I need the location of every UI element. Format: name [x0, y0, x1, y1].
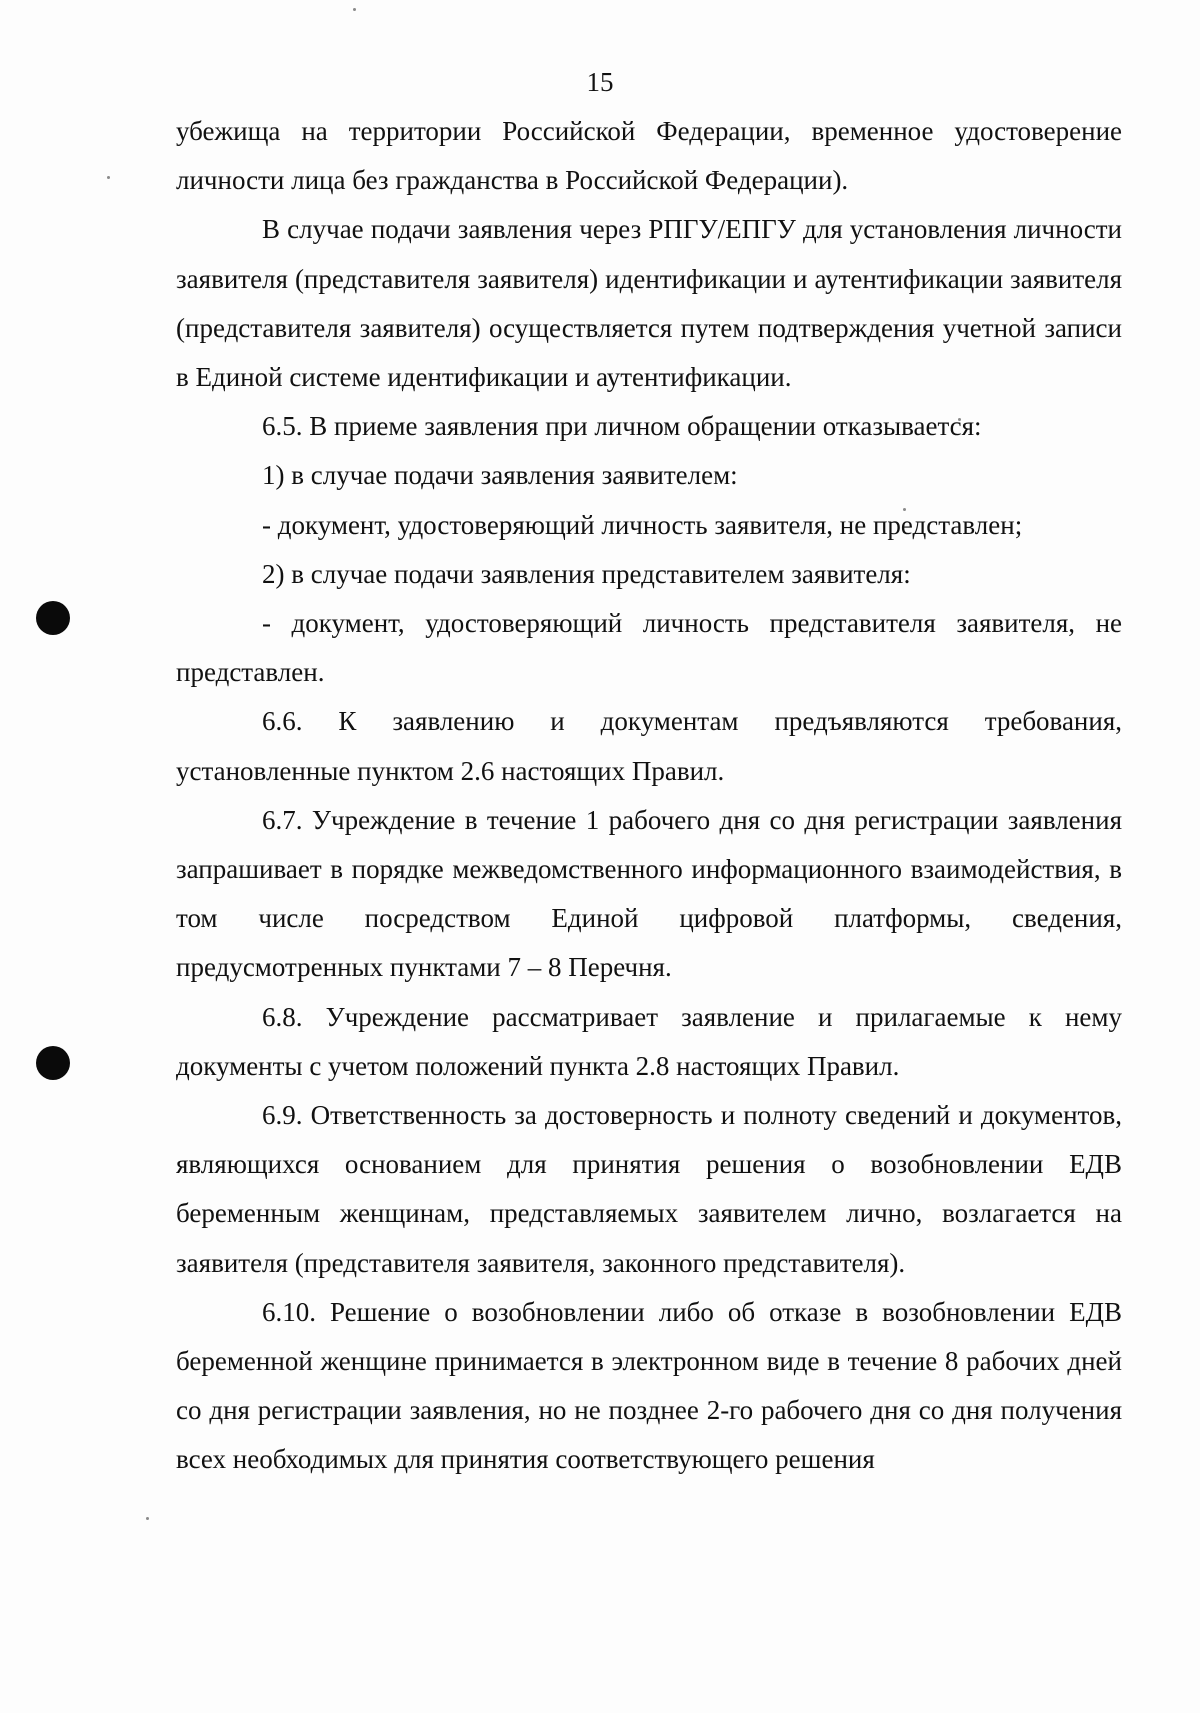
scan-speck: [107, 176, 110, 179]
body-text: [176, 107, 1122, 1485]
paragraph: 6.5. В приеме заявления при личном обращении отказывается:: [262, 411, 982, 442]
paragraph: 6.7. Учреждение в течение 1 рабочего дня со дня регистрации заявления запрашивает в порядке межведомственного информационного взаимодействия, в том числе посредством Единой цифровой платформы, сведения, предусмотренных пунктами 7 – 8 Перечня.: [176, 804, 1122, 983]
paragraph: убежища на территории Российской Федерации, временное удостоверение личности лица без гражданства в Российской Федерации).: [176, 116, 1122, 196]
paragraph: - документ, удостоверяющий личность представителя заявителя, не представлен.: [176, 608, 1122, 688]
paragraph: 1) в случае подачи заявления заявителем:: [262, 460, 738, 491]
paragraph: 6.9. Ответственность за достоверность и полноту сведений и документов, являющихся основанием для принятия решения о возобновлении ЕДВ беременным женщинам, представляемых заявителем лично, возлагается на заявителя (представителя заявителя, законного представителя).: [176, 1100, 1122, 1278]
scan-speck: [146, 1517, 149, 1520]
punch-hole-mark: [36, 601, 70, 635]
page-number: 15: [586, 67, 614, 97]
punch-hole-mark: [36, 1046, 70, 1080]
paragraph: 6.10. Решение о возобновлении либо об отказе в возобновлении ЕДВ беременной женщине принимается в электронном виде в течение 8 рабочих дней со дня регистрации заявления, но не позднее 2-го рабочего дня со дня получения всех необходимых для принятия соответствующего решения: [176, 1296, 1122, 1475]
paragraph: 6.6. К заявлению и документам предъявляются требования, установленные пунктом 2.6 настоящих Правил.: [176, 706, 1122, 786]
scan-speck: [353, 8, 356, 11]
paragraph: 6.8. Учреждение рассматривает заявление и прилагаемые к нему документы с учетом положений пункта 2.8 настоящих Правил.: [176, 1001, 1122, 1081]
paragraph: 2) в случае подачи заявления представителем заявителя:: [262, 558, 911, 589]
paragraph: В случае подачи заявления через РПГУ/ЕПГУ для установления личности заявителя (представителя заявителя) идентификации и аутентификации заявителя (представителя заявителя) осуществляется путем подтверждения учетной записи в Единой системе идентификации и аутентификации.: [176, 214, 1122, 393]
paragraph: - документ, удостоверяющий личность заявителя, не представлен;: [262, 509, 1023, 540]
